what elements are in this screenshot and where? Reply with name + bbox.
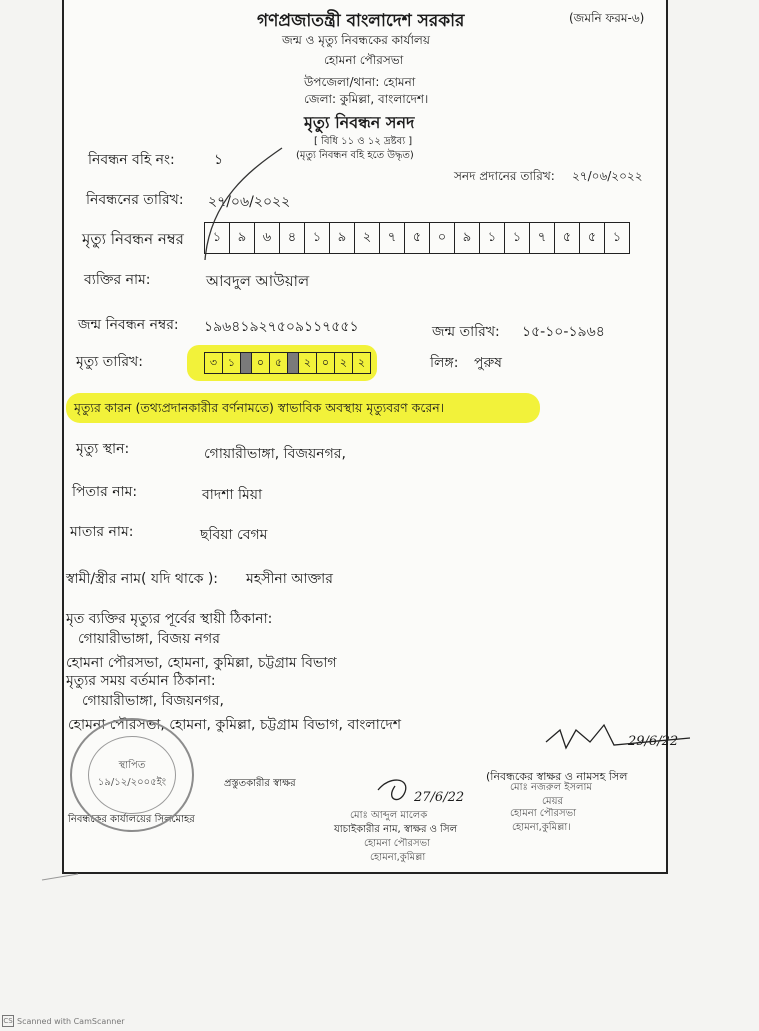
preparer-signature-label: প্রস্তুতকারীর স্বাক্ষর xyxy=(224,778,296,789)
stamp-established-text: স্থাপিত xyxy=(118,760,146,771)
digit-box: ১ xyxy=(612,229,622,245)
camscanner-icon: CS xyxy=(3,1017,13,1025)
registrar-seal-title: মেয়র xyxy=(542,796,564,807)
office-seal-label: নিবন্ধকের কার্যালয়ের সিলমোহর xyxy=(68,814,195,825)
book-number-value: ১ xyxy=(214,152,224,168)
birth-reg-no-label: জন্ম নিবন্ধন নম্বর: xyxy=(78,317,179,333)
office-name: জন্ম ও মৃত্যু নিবন্ধকের কার্যালয় xyxy=(282,33,430,47)
certificate-title: মৃত্যু নিবন্ধন সনদ xyxy=(304,113,415,132)
government-title: গণপ্রজাতন্ত্রী বাংলাদেশ সরকার xyxy=(257,11,465,31)
issue-date-label: সনদ প্রদানের তারিখ: xyxy=(454,169,555,183)
digit-box: ১ xyxy=(480,223,505,253)
registrar-seal-office: হোমনা পৌরসভা xyxy=(510,808,576,819)
digit-box: ২ xyxy=(355,223,380,253)
spouse-label: স্বামী/স্ত্রীর নাম( যদি থাকে ): xyxy=(66,571,219,587)
digit-box: ৬ xyxy=(255,223,280,253)
stamp-date-text: ১৯/১২/২০০৫ইং xyxy=(97,777,167,788)
registrar-seal-place: হোমনা,কুমিল্লা। xyxy=(512,822,571,833)
date-digit-box: ৫ xyxy=(269,352,288,374)
father-label: পিতার নাম: xyxy=(72,484,138,500)
permanent-address-line1: গোয়ারীভাঙ্গা, বিজয় নগর xyxy=(78,631,220,647)
person-name-value: আবদুল আউয়াল xyxy=(206,272,310,290)
upazila-line: উপজেলা/থানা: হোমনা xyxy=(304,75,416,89)
digit-box: ০ xyxy=(430,223,455,253)
permanent-address-label: মৃত ব্যক্তির মৃত্যুর পূর্বের স্থায়ী ঠিকানা: xyxy=(66,611,273,627)
verifier-signature-stroke xyxy=(378,780,406,799)
digit-box: ৭ xyxy=(530,223,555,253)
issue-date-value: ২৭/০৬/২০২২ xyxy=(572,169,643,183)
death-date-label: মৃত্যু তারিখ: xyxy=(76,354,143,370)
handwritten-date-registrar: 29/6/22 xyxy=(628,734,679,749)
death-place-label: মৃত্যু স্থান: xyxy=(76,441,130,457)
date-digit-box: ০ xyxy=(316,352,335,374)
date-digit-box: ৩ xyxy=(204,352,223,374)
handwritten-date-verifier: 27/6/22 xyxy=(414,790,465,805)
gender-label: লিঙ্গ: xyxy=(430,355,459,371)
date-digit-box: ২ xyxy=(298,352,317,374)
digit-box: ৫ xyxy=(555,223,580,253)
digit-box: ৯ xyxy=(230,223,255,253)
verifier-seal-place: হোমনা,কুমিল্লা xyxy=(370,852,426,863)
death-place-value: গোয়ারীভাঙ্গা, বিজয়নগর, xyxy=(204,446,346,462)
present-address-line2: হোমনা পৌরসভা, হোমনা, কুমিল্লা, চট্টগ্রাম বিভাগ, বাংলাদেশ xyxy=(68,717,402,733)
birth-date-value: ১৫-১০-১৯৬৪ xyxy=(522,324,605,340)
person-name-label: ব্যক্তির নাম: xyxy=(84,272,151,288)
digit-box: ৪ xyxy=(280,223,305,253)
digit-box: ১ xyxy=(205,223,230,253)
reg-date-value: ২৭/০৬/২০২২ xyxy=(208,194,291,210)
birth-date-label: জন্ম তারিখ: xyxy=(432,324,500,340)
date-digit-box: ০ xyxy=(251,352,270,374)
rule-reference: [ বিধি ১১ ও ১২ দ্রষ্টব্য ] xyxy=(314,136,413,147)
camscanner-text: Scanned with CamScanner xyxy=(17,1016,125,1026)
verifier-seal-office: হোমনা পৌরসভা xyxy=(364,838,430,849)
district-line: জেলা: কুমিল্লা, বাংলাদেশ। xyxy=(304,92,429,106)
camscanner-watermark xyxy=(2,1015,125,1027)
registrar-seal-name: মোঃ নজরুল ইসলাম xyxy=(510,782,592,793)
date-digit-box: ২ xyxy=(352,352,371,374)
cause-of-death: মৃত্যুর কারন (তথ্যপ্রদানকারীর বর্ণনামতে) স্বাভাবিক অবস্থায় মৃত্যুবরণ করেন। xyxy=(74,400,445,415)
digit-box: ৯ xyxy=(330,223,355,253)
date-digit-box: ১ xyxy=(222,352,241,374)
digit-box: ১ xyxy=(305,223,330,253)
pen-stroke xyxy=(205,148,282,260)
father-value: বাদশা মিয়া xyxy=(202,487,263,503)
spouse-value: মহসীনা আক্তার xyxy=(246,571,333,587)
reg-date-label: নিবন্ধনের তারিখ: xyxy=(86,192,184,208)
digit-box: ৫ xyxy=(580,223,605,253)
form-number: (জমনি ফরম-৬) xyxy=(569,11,645,25)
present-address-label: মৃত্যুর সময় বর্তমান ঠিকানা: xyxy=(66,673,216,689)
permanent-address-line2: হোমনা পৌরসভা, হোমনা, কুমিল্লা, চট্টগ্রাম বিভাগ xyxy=(66,655,337,671)
digit-box: ৯ xyxy=(455,223,480,253)
digit-box: ১ xyxy=(505,223,530,253)
verifier-signature-label: যাচাইকারীর নাম, স্বাক্ষর ও সিল xyxy=(334,824,458,835)
scan-mark xyxy=(42,874,78,880)
present-address-line1: গোয়ারীভাঙ্গা, বিজয়নগর, xyxy=(82,693,224,709)
book-number-label: নিবন্ধন বহি নং: xyxy=(88,152,175,168)
birth-reg-no-value: ১৯৬৪১৯২৭৫০৯১১৭৫৫১ xyxy=(204,319,359,335)
mother-label: মাতার নাম: xyxy=(70,524,134,540)
digit-box: ৭ xyxy=(380,223,405,253)
digit-box: ৫ xyxy=(405,223,430,253)
death-reg-no-label: মৃত্যু নিবন্ধন নম্বর xyxy=(82,230,184,248)
verifier-seal-name: মোঃ আব্দুল মালেক xyxy=(350,810,428,821)
paurashava-name: হোমনা পৌরসভা xyxy=(324,53,404,67)
date-digit-box: ২ xyxy=(334,352,353,374)
registrar-signature-label: (নিবন্ধকের স্বাক্ষর ও নামসহ সিল xyxy=(486,770,628,783)
source-note: (মৃত্যু নিবন্ধন বহি হতে উদ্ধৃত) xyxy=(296,150,414,161)
registrar-signature-stroke xyxy=(546,725,690,748)
gender-value: পুরুষ xyxy=(474,355,502,371)
mother-value: ছবিয়া বেগম xyxy=(200,527,268,543)
